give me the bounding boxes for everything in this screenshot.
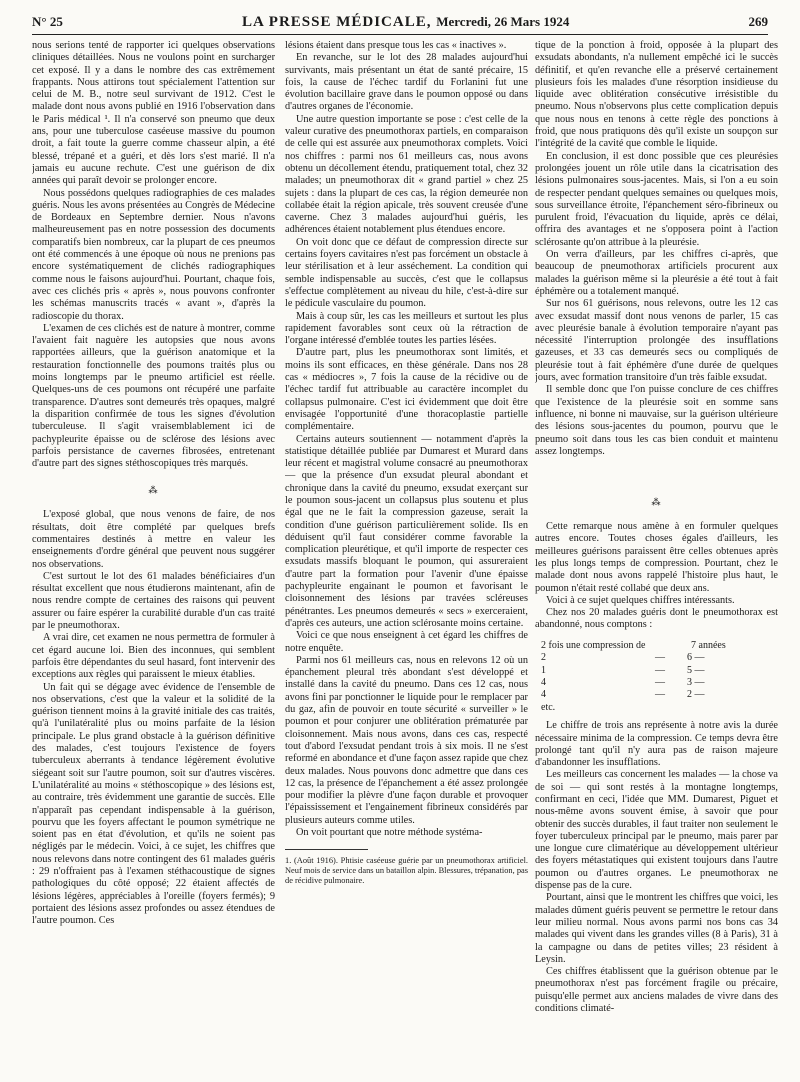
paragraph: tique de la ponction à froid, opposée à la plupart des exsudats abondants, n'a nullement empêché ici le succès définitif, et qu'en revanche elle a préservé certainement plusieurs fois les malades d'une résorption insidieuse du liquide avec oblitération consécutive irrésistible du pneumo. Nous n'observons plus cette complication depuis que nous nous en tenons à cette règle des ponctions à froid, que nous pratiquons dès qu'il existe un soupçon sur l'intégrité de la cavité que comble le liquide. (535, 40, 778, 150)
table-cell-dash: — (655, 676, 665, 688)
column-1 (32, 40, 275, 1060)
table-cell-dash: — (655, 689, 665, 701)
journal-name: LA PRESSE MÉDICALE, (242, 14, 432, 30)
paragraph: Un fait qui se dégage avec évidence de l'ensemble de nos observations, c'est que la valeur et la solidité de la guérison tiennent moins à la gravité initiale des cas traités, qu'à l'unilatéralité plus ou moins parfaite de la lésion principale. Le plus grand obstacle à la guérison définitive des malades, c'est toujours l'existence de foyers tuberculeux aberrants à tendance légèrement évolutive siégeant soit sur l'autre poumon, soit sur d'autres viscères. L'unilatéralité au moins « stéthoscopique » des lésions est, au contraire, très évidemment une garantie de succès. Elle n'apparaît pas cependant indispensable à la guérison, pourvu que les foyers affectant le poumon symétrique ne soient pas en état d'évolution, et qu'ils ne soient pas négligés par le médecin. Voici, à ce sujet, les chiffres que nous relevons dans notre contingent des 61 malades guéris : 29 n'offraient pas à l'examen stéthacoustique de signes pathologiques du côté opposé; 22 étaient affectés de lésions légères, appréciables à l'oreille (foyers fermés); 9 portaient des lésions assez profondes ou assez étendues de l'autre poumon. Ces (32, 681, 275, 927)
paragraph: On voit donc que ce défaut de compression directe sur certains foyers cavitaires n'est pas forcément un obstacle à leur stérilisation et à leur asséchement. La condition qui semble indispensable au succès, c'est que le collapsus s'effectue complètement au niveau du hile, c'est-à-dire sur le pédicule vasculaire du poumon. (285, 236, 528, 310)
paragraph: L'examen de ces clichés est de nature à montrer, comme l'avaient fait naguère les autopsies que nous avons rapportées ailleurs, que la guérison anatomique et la restauration fonctionnelle des poumons traités plus ou moins longtemps par le pneumo artificiel est réelle. Quelques-uns de ces poumons ont récupéré une parfaite transparence. D'autres sont demeurés très opaques, malgré la disparition confirmée de tous les signes d'évolution tuberculeuse. Il s'agit vraisemblablement ici de pachypleurite épaisse ou de sclérose des lésions avec parfois persistance de cavernes fibrosées, entretenant d'autre part des signes stéthoscopiques très marqués. (32, 322, 275, 470)
paragraph: En conclusion, il est donc possible que ces pleurésies prolongées jouent un rôle utile dans la cicatrisation des lésions pulmonaires sous-jacentes. Mais, si l'on a eu soin de respecter pendant quelques semaines ou quelques mois, sous surveillance étroite, l'épanchement séro-fibrineux ou purulent froid, l'évacuation du liquide, après ce délai, offrira des avantages et ne s'opposera point à l'action sclérosante qu'on attribue à la pleurésie. (535, 150, 778, 248)
paragraph: D'autre part, plus les pneumothorax sont limités, et moins ils sont efficaces, en thèse générale. Dans nos 28 cas « médiocres », 7 fois la cause de la récidive ou de l'échec tardif fut attribuable au caractère incomplet du collapsus pulmonaire. C'est ici évidemment que doit être envisagée l'opportunité d'une thoracoplastie partielle complémentaire. (285, 347, 528, 433)
column-3 (535, 40, 778, 1060)
table-row (541, 702, 778, 714)
section-separator: ⁂ (651, 497, 662, 508)
paragraph: Cette remarque nous amène à en formuler quelques autres encore. Toutes choses égales d'ailleurs, les meilleures guérisons paraissent être celles obtenues après les plus longs temps de compression. Pourtant, chez le malade dont nous avons rappelé l'histoire plus haut, le poumon n'était resté collabé que deux ans. (535, 521, 778, 594)
paragraph: L'exposé global, que nous venons de faire, de nos résultats, doit être complété par quelques brefs commentaires destinés à mettre en valeur les enseignements d'ordre général que peuvent nous suggérer nos observations. (32, 509, 275, 570)
paragraph: Parmi nos 61 meilleurs cas, nous en relevons 12 où un épanchement pleural très abondant s'est développé et installé dans la cavité du pneumo. Dans ces 12 cas, nous avons fini par ponctionner le liquide pour le remplacer par du gaz, afin de pouvoir en toute sécurité « surveiller » le poumon et pour conjurer une oblitération prématurée par cloisonnement. Mais nous avons, dans ces cas, respecté tout d'abord l'exsudat pendant trois à six mois. Il ne s'est reformé en abondance et d'une façon assez rapide que chez deux malades. Nous pouvons donc admettre que dans ces 12 cas, la présence de l'épanchement a été assez prolongée pour modifier la plèvre d'une façon durable et provoquer l'épaississement et l'engainement fibrineux considérés par plusieurs auteurs comme utiles. (285, 654, 528, 826)
paragraph: Pourtant, ainsi que le montrent les chiffres que voici, les malades dûment guéris peuvent se permettre le retour dans leur milieu normal. Nous avons parmi nos bons cas 34 malades qui vivent dans les grandes villes (8 à Paris), 31 à la campagne ou dans de petites villes; 23 résident à Leysin. (535, 892, 778, 965)
page-number: 269 (748, 14, 768, 29)
section-separator: ⁂ (148, 485, 159, 496)
paragraph: Voici ce que nous enseignent à cet égard les chiffres de notre enquête. (285, 630, 528, 654)
table-cell-years: 6 — (687, 652, 705, 664)
table-cell-years: 3 — (687, 676, 705, 688)
table-cell-count: 2 fois une compression de (541, 639, 646, 651)
issue-date: Mercredi, 26 Mars 1924 (436, 14, 570, 29)
paragraph: nous serions tenté de rapporter ici quelques observations cliniques détaillées. Nous ne voulons point en surcharger cet exposé. Il y a dans le nombre des cas extrêmement frappants. Nous attirons tout spécialement l'attention sur celui de M. B., notre seul survivant de 1912. C'est le malade dont nous avons publié en 1916 l'observation dans le Paris médical ¹. Il n'a conservé son pneumo que deux ans, pour une tuberculose caséeuse massive du poumon droit, a fait toute la guerre comme chasseur alpin, a été blessé, trépané et a guéri, et dès lors s'est marié. Il n'a jamais eu aucune rechute. C'est une guérison de dix années qui paraît devoir se prolonger encore. (32, 40, 275, 187)
paragraph: Le chiffre de trois ans représente à notre avis la durée nécessaire minima de la compression. Ce temps devra être prolongé tant qu'il n'y aura pas de raison majeure d'abandonner les insufflations. (535, 720, 778, 769)
compression-duration-table (541, 640, 778, 714)
paragraph: En revanche, sur le lot des 28 malades aujourd'hui survivants, mais présentant un état de santé précaire, 15 fois, la cause de l'échec tardif du Forlanini fut une évolution bacillaire grave dans le poumon opposé ou dans d'autres organes de l'économie. (285, 52, 528, 113)
footnote: 1. (Août 1916). Phtisie caséeuse guérie par un pneumothorax artificiel. Neuf mois de service dans un bataillon alpin. Blessures, trépanation, pas de récidive pulmonaire. (285, 856, 528, 886)
paragraph: On verra d'ailleurs, par les chiffres ci-après, que beaucoup de pneumothorax artificiels procurent aux malades la guérison même si la pleurésie a été tout à fait éphémère ou a totalement manqué. (535, 249, 778, 297)
paragraph: Certains auteurs soutiennent — notamment d'après la statistique détaillée publiée par Dumarest et Murard dans leur récent et magistral volume consacré au pneumothorax — que la présence d'un exsudat pleural abondant et chronique dans la cavité du pneumo, exsudat exerçant sur le poumon sous-jacent un collapsus plus soutenu et plus égal que ne le fait la compression gazeuse, serait la condition d'une guérison particulièrement solide. Ils en déduisent qu'il faut considérer comme favorable la complication pleurétique, et qu'il importe de respecter ces exsudats massifs bloquant le poumon, qui assureraient d'autre part la formation pour l'avenir d'une épaisse pachypleurite engainant le poumon et favorisant le cloisonnement des lésions par travées scléreuses pénétrantes. Les pneumos demeurés « secs » exerceraient, d'après ces auteurs, une action sclérosante moins certaine. (285, 433, 528, 629)
paragraph: Mais à coup sûr, les cas les meilleurs et surtout les plus rapidement favorables sont ceux où la rétraction de l'organe intéressé d'emblée toutes les parties lésées. (285, 310, 528, 347)
table-row (541, 689, 778, 701)
table-cell-count: 4 (541, 689, 546, 701)
issue-number: N° 25 (32, 14, 63, 29)
paragraph: Il semble donc que l'on puisse conclure de ces chiffres que l'existence de la pleurésie soit en somme sans influence, ni bonne ni mauvaise, sur la guérison ultérieure des lésions sous-jacentes du poumon, pourvu que le pneumo soit dans tous les cas bien conduit et maintenu assez longtemps. (535, 384, 778, 457)
paragraph: Sur nos 61 guérisons, nous relevons, outre les 12 cas avec exsudat massif dont nous venons de parler, 15 cas avec pleurésie banale à évolution temporaire n'ayant pas nécessité l'interruption prolongée des insufflations gazeuses, et 33 cas demeurés secs ou compliqués de pleurésie tout à fait éphémère d'une durée de quelques jours, avec formation transitoire d'un très faible exsudat. (535, 298, 778, 384)
table-cell-years: 2 — (687, 689, 705, 701)
table-row (541, 665, 778, 677)
footnote-rule (285, 849, 368, 850)
header-rule (32, 34, 768, 35)
table-row (541, 677, 778, 689)
paragraph: Les meilleurs cas concernent les malades — la chose va de soi — qui sont restés à la montagne longtemps, confirmant en ceci, l'idée que MM. Dumarest, Piguet et nous-même avons souvent émise, à savoir que pour obtenir des succès durables, il faut traiter non seulement le foyer tuberculeux principal par le pneumo, mais parer par une longue cure climatérique au développement ultérieur des foyers métastatiques qui existent toujours dans l'autre poumon ou d'autres organes. Le pneumothorax ne dispense pas de la cure. (535, 769, 778, 892)
paragraph: Chez nos 20 malades guéris dont le pneumothorax est abandonné, nous comptons : (535, 607, 778, 631)
table-cell-count: 4 (541, 676, 546, 688)
table-cell-years: 7 années (691, 639, 726, 651)
table-cell-dash: — (655, 652, 665, 664)
table-cell-count: 1 (541, 664, 546, 676)
table-cell-dash: — (655, 664, 665, 676)
journal-title (242, 14, 569, 31)
paragraph: lésions étaient dans presque tous les cas « inactives ». (285, 40, 507, 51)
paragraph: C'est surtout le lot des 61 malades bénéficiaires d'un résultat excellent que nous étudierons maintenant, afin de nous rendre compte de certaines des raisons qui peuvent assurer ou faire espérer la curabilité durable d'un cas traité par le pneumothorax. (32, 570, 275, 632)
table-row (541, 640, 778, 652)
table-cell-years: 5 — (687, 664, 705, 676)
column-2 (285, 40, 528, 1060)
masthead (32, 14, 768, 36)
paragraph: On voit pourtant que notre méthode systéma- (296, 827, 483, 838)
paragraph: A vrai dire, cet examen ne nous permettra de formuler à cet égard aucune loi. Bien des inconnues, qui semblent parfois être dépendantes du seul hasard, font intervenir des exceptions aux règles qui paraissent le mieux établies. (32, 632, 275, 681)
table-cell-count: 2 (541, 652, 546, 664)
spacer (535, 458, 778, 482)
paragraph: Voici à ce sujet quelques chiffres intéressants. (546, 594, 735, 606)
paragraph: Une autre question importante se pose : c'est celle de la valeur curative des pneumothorax partiels, en comparaison de celle qui est assurée aux pneumothorax complets. Voici nos chiffres : parmi nos 61 meilleurs cas, nous avons obtenu un décollement étendu, pratiquement total, chez 32 malades; un pneumothorax dit « grand partiel » chez 25 sujets : dans la plupart de ces cas, la région demeurée non collabée était la région apicale, très souvent creusée d'une caverne. Chez 3 malades aujourd'hui guéris, les adhérences étaient notablement plus étendues encore. (285, 113, 528, 236)
paragraph: Ces chiffres établissent que la guérison obtenue par le pneumothorax n'est pas forcément fragile ou précaire, puisqu'elle permet aux anciens malades de vivre dans des conditions climaté- (535, 966, 778, 1015)
table-cell-count: etc. (541, 701, 556, 713)
paragraph: Nous possédons quelques radiographies de ces malades guéris. Nous les avons présentées au Congrès de Médecine de Bordeaux en Septembre dernier. Nous n'avons malheureusement pas en notre possession des documents comparatifs bien nombreux, car la plupart de ces pneumos ont été commencés à une époque où nous ne prenions pas encore systématiquement de clichés radiographiques comme nous le faisons aujourd'hui. Pourtant, chaque fois, avec ces clichés pris « après », nous pouvons confronter les schémas manuscrits tracés « avant », d'après la radioscopie du thorax. (32, 187, 275, 322)
table-row (541, 652, 778, 664)
